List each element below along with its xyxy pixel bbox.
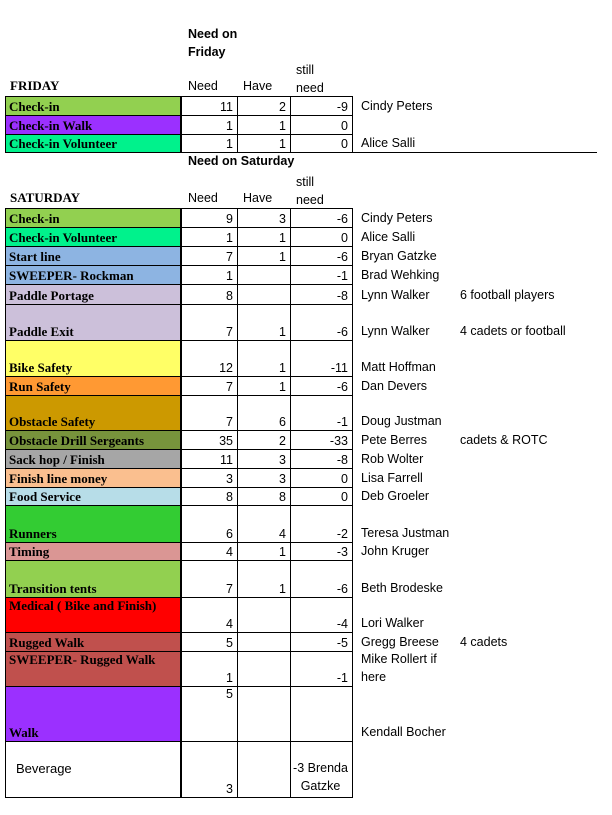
saturday-row-contact — [361, 487, 456, 505]
saturday-row-contact — [361, 686, 456, 741]
saturday-row-label — [5, 560, 181, 598]
cell-value: 7 — [226, 325, 233, 339]
saturday-row-note — [460, 284, 600, 304]
cell-value: -5 — [336, 636, 348, 650]
row-label-text: Food Service — [9, 489, 81, 504]
saturday-row-label — [5, 542, 181, 561]
saturday-row-label — [5, 395, 181, 431]
cell-value: -1 — [336, 415, 348, 429]
saturday-row-contact — [361, 560, 456, 597]
saturday-cell-still — [290, 265, 353, 285]
friday-need-header: Need on Friday — [188, 27, 238, 59]
cell-value: -11 — [330, 361, 348, 375]
saturday-cell-have — [237, 340, 291, 377]
section-divider — [5, 152, 597, 153]
row-label-text: Run Safety — [9, 379, 71, 394]
note-text: 6 football players — [460, 288, 555, 302]
row-label-text: Paddle Portage — [9, 288, 94, 303]
saturday-cell-have — [237, 560, 291, 598]
cell-value: 7 — [226, 250, 233, 264]
contact-text: Bryan Gatzke — [361, 249, 437, 263]
saturday-cell-still — [290, 376, 353, 396]
contact-text: Gregg Breese — [361, 635, 439, 649]
saturday-row-label — [5, 741, 181, 798]
row-label-text: Transition tents — [9, 581, 97, 596]
cell-value: 1 — [226, 137, 233, 151]
row-label-text: Check-in Volunteer — [9, 230, 117, 245]
cell-value: 1 — [279, 380, 286, 394]
cell-value: 0 — [341, 231, 348, 245]
contact-text: Lisa Farrell — [361, 471, 423, 485]
saturday-cell-have — [237, 395, 291, 431]
saturday-row-contact — [361, 597, 456, 632]
cell-value: -6 — [336, 380, 348, 394]
saturday-cell-have — [237, 468, 291, 488]
friday-col-have: Have — [243, 79, 273, 93]
saturday-cell-need — [181, 651, 238, 687]
saturday-row-label — [5, 487, 181, 506]
contact-text: Dan Devers — [361, 379, 427, 393]
cell-value: 3 — [279, 453, 286, 467]
cell-value: 6 — [279, 415, 286, 429]
cell-value: 2 — [279, 100, 286, 114]
saturday-row-contact — [361, 468, 456, 487]
friday-cell-need — [181, 115, 238, 135]
friday-col-need: Need — [188, 79, 218, 93]
friday-row-contact — [361, 96, 456, 115]
saturday-cell-have — [237, 487, 291, 506]
row-label-text: Sack hop / Finish — [9, 452, 105, 467]
contact-text: John Kruger — [361, 544, 430, 558]
saturday-cell-still — [290, 542, 353, 561]
saturday-cell-have — [237, 505, 291, 543]
saturday-cell-have — [237, 208, 291, 228]
cell-value: 35 — [219, 434, 233, 448]
friday-section-title: FRIDAY — [10, 78, 60, 93]
cell-value: 1 — [279, 137, 286, 151]
saturday-cell-have — [237, 686, 291, 742]
cell-value: 8 — [226, 289, 233, 303]
saturday-row-contact — [361, 208, 456, 227]
friday-row-contact — [361, 134, 456, 152]
cell-value: 3 — [226, 472, 233, 486]
saturday-cell-still — [290, 651, 353, 687]
saturday-cell-have — [237, 542, 291, 561]
saturday-row-contact — [361, 632, 456, 651]
cell-value: 1 — [226, 269, 233, 283]
contact-text: Beth Brodeske — [361, 581, 443, 595]
saturday-cell-need — [181, 376, 238, 396]
cell-value: -33 — [329, 434, 348, 448]
saturday-cell-need — [181, 487, 238, 506]
row-label-text: Paddle Exit — [9, 324, 74, 339]
cell-value: -2 — [336, 527, 348, 541]
saturday-cell-still — [290, 284, 353, 305]
cell-value: -6 — [336, 325, 348, 339]
saturday-row-label — [5, 376, 181, 396]
cell-value: 9 — [226, 212, 233, 226]
saturday-row-contact — [361, 246, 456, 265]
row-label-text: Check-in — [9, 99, 60, 114]
cell-value: 6 — [226, 527, 233, 541]
saturday-cell-still — [290, 632, 353, 652]
saturday-cell-have — [237, 246, 291, 266]
contact-text: Lynn Walker — [361, 324, 430, 338]
saturday-cell-still — [290, 560, 353, 598]
saturday-row-label — [5, 597, 181, 633]
note-text: cadets & ROTC — [460, 433, 548, 447]
saturday-row-label — [5, 449, 181, 469]
saturday-row-label — [5, 505, 181, 543]
contact-text: Cindy Peters — [361, 211, 433, 225]
saturday-cell-still — [290, 395, 353, 431]
saturday-cell-need — [181, 304, 238, 341]
friday-cell-need — [181, 134, 238, 153]
cell-value: -3 — [336, 545, 348, 559]
saturday-cell-need — [181, 340, 238, 377]
contact-text: Deb Groeler — [361, 489, 430, 503]
row-label-text: Obstacle Safety — [9, 414, 96, 429]
contact-text: Brad Wehking — [361, 268, 440, 282]
saturday-row-contact — [361, 340, 456, 376]
saturday-cell-need — [181, 227, 238, 247]
saturday-cell-still — [290, 340, 353, 377]
cell-value: -6 — [336, 582, 348, 596]
note-text: 4 cadets — [460, 635, 508, 649]
contact-text: Pete Berres — [361, 433, 428, 447]
cell-value: 7 — [226, 582, 233, 596]
cell-value: 1 — [279, 119, 286, 133]
saturday-cell-still — [290, 741, 353, 798]
saturday-row-label — [5, 430, 181, 450]
friday-cell-still — [290, 96, 353, 116]
saturday-row-contact — [361, 304, 456, 340]
saturday-cell-need — [181, 208, 238, 228]
saturday-row-label — [5, 686, 181, 742]
cell-value: -8 — [336, 453, 348, 467]
cell-value: 4 — [226, 545, 233, 559]
saturday-cell-have — [237, 449, 291, 469]
saturday-cell-still — [290, 468, 353, 488]
saturday-need-header: Need on Saturday — [188, 154, 295, 168]
contact-text: Alice Salli — [361, 230, 416, 244]
cell-value: 1 — [279, 361, 286, 375]
contact-text: Lynn Walker — [361, 288, 430, 302]
friday-cell-still — [290, 115, 353, 135]
saturday-row-label — [5, 340, 181, 377]
saturday-row-label — [5, 265, 181, 285]
saturday-row-label — [5, 632, 181, 652]
saturday-cell-still — [290, 686, 353, 742]
row-label-text: Bike Safety — [9, 360, 73, 375]
saturday-cell-still — [290, 487, 353, 506]
saturday-cell-have — [237, 651, 291, 687]
friday-row-label — [5, 134, 181, 153]
saturday-cell-still — [290, 505, 353, 543]
saturday-cell-have — [237, 376, 291, 396]
cell-value: 1 — [226, 119, 233, 133]
saturday-row-contact — [361, 651, 456, 686]
contact-text: Doug Justman — [361, 414, 442, 428]
saturday-cell-still — [290, 430, 353, 450]
cell-value: 4 — [226, 617, 233, 631]
cell-value: 12 — [219, 361, 233, 375]
cell-value: 1 — [226, 231, 233, 245]
cell-value: -3 Brenda Gatzke — [293, 761, 348, 793]
saturday-row-label — [5, 304, 181, 341]
cell-value: 11 — [220, 100, 233, 114]
cell-value: 4 — [279, 527, 286, 541]
saturday-cell-need — [181, 265, 238, 285]
cell-value: -8 — [336, 289, 348, 303]
cell-value: 1 — [226, 671, 233, 685]
saturday-cell-need — [181, 597, 238, 633]
saturday-row-label — [5, 284, 181, 305]
saturday-row-note — [460, 430, 600, 449]
saturday-cell-need — [181, 395, 238, 431]
saturday-cell-still — [290, 597, 353, 633]
cell-value: 3 — [279, 472, 286, 486]
saturday-cell-need — [181, 284, 238, 305]
saturday-cell-have — [237, 632, 291, 652]
saturday-row-label — [5, 468, 181, 488]
cell-value: 7 — [226, 380, 233, 394]
row-label-text: Walk — [9, 725, 39, 740]
contact-text: Alice Salli — [361, 136, 416, 150]
contact-text: Matt Hoffman — [361, 360, 436, 374]
contact-text: Cindy Peters — [361, 99, 433, 113]
saturday-row-contact — [361, 449, 456, 468]
saturday-row-label — [5, 246, 181, 266]
cell-value: -6 — [336, 212, 348, 226]
contact-text: Lori Walker — [361, 616, 424, 630]
row-label-text: Check-in Walk — [9, 118, 93, 133]
saturday-cell-need — [181, 246, 238, 266]
saturday-cell-have — [237, 284, 291, 305]
saturday-cell-have — [237, 597, 291, 633]
cell-value: 0 — [341, 472, 348, 486]
saturday-cell-still — [290, 449, 353, 469]
saturday-cell-need — [181, 741, 238, 798]
row-label-text: Beverage — [16, 761, 72, 776]
cell-value: -4 — [336, 617, 348, 631]
saturday-cell-still — [290, 304, 353, 341]
row-label-text: Medical ( Bike and Finish) — [9, 598, 157, 613]
friday-row-label — [5, 96, 181, 116]
friday-cell-need — [181, 96, 238, 116]
saturday-col-still: still need — [296, 175, 324, 207]
friday-cell-have — [237, 96, 291, 116]
saturday-row-contact — [361, 430, 456, 449]
saturday-row-contact — [361, 505, 456, 542]
row-label-text: Check-in Volunteer — [9, 136, 117, 151]
row-label-text: Check-in — [9, 211, 60, 226]
cell-value: 8 — [279, 490, 286, 504]
saturday-cell-still — [290, 246, 353, 266]
contact-text: Teresa Justman — [361, 526, 450, 540]
saturday-row-contact — [361, 376, 456, 395]
saturday-cell-have — [237, 430, 291, 450]
saturday-col-need: Need — [188, 191, 218, 205]
saturday-cell-have — [237, 227, 291, 247]
saturday-cell-need — [181, 542, 238, 561]
saturday-cell-need — [181, 468, 238, 488]
cell-value: -1 — [336, 269, 348, 283]
row-label-text: Obstacle Drill Sergeants — [9, 433, 145, 448]
saturday-cell-need — [181, 505, 238, 543]
saturday-row-contact — [361, 284, 456, 304]
saturday-cell-need — [181, 449, 238, 469]
saturday-cell-need — [181, 686, 238, 742]
friday-row-label — [5, 115, 181, 135]
saturday-row-label — [5, 227, 181, 247]
row-label-text: SWEEPER- Rockman — [9, 268, 134, 283]
note-text: 4 cadets or football — [460, 324, 566, 338]
cell-value: 1 — [279, 325, 286, 339]
row-label-text: Timing — [9, 544, 50, 559]
saturday-row-note — [460, 304, 600, 340]
cell-value: 1 — [279, 545, 286, 559]
cell-value: 7 — [226, 415, 233, 429]
cell-value: 1 — [279, 582, 286, 596]
saturday-cell-still — [290, 227, 353, 247]
saturday-cell-need — [181, 560, 238, 598]
cell-value: 3 — [279, 212, 286, 226]
saturday-row-label — [5, 651, 181, 687]
cell-value: 5 — [226, 687, 233, 701]
row-label-text: Finish line money — [9, 471, 108, 486]
saturday-cell-still — [290, 208, 353, 228]
contact-text: Rob Wolter — [361, 452, 424, 466]
saturday-cell-have — [237, 741, 291, 798]
cell-value: 0 — [341, 490, 348, 504]
saturday-cell-have — [237, 265, 291, 285]
cell-value: 1 — [279, 231, 286, 245]
cell-value: 11 — [220, 453, 233, 467]
friday-cell-have — [237, 115, 291, 135]
row-label-text: Rugged Walk — [9, 635, 85, 650]
saturday-cell-need — [181, 430, 238, 450]
saturday-col-have: Have — [243, 191, 273, 205]
row-label-text: SWEEPER- Rugged Walk — [9, 652, 156, 667]
cell-value: -6 — [336, 250, 348, 264]
saturday-row-contact — [361, 227, 456, 246]
saturday-section-title: SATURDAY — [10, 190, 81, 205]
cell-value: 2 — [279, 434, 286, 448]
contact-text: Mike Rollert if here — [361, 652, 437, 684]
saturday-row-contact — [361, 542, 456, 560]
row-label-text: Runners — [9, 526, 57, 541]
saturday-cell-need — [181, 632, 238, 652]
saturday-row-contact — [361, 265, 456, 284]
cell-value: 5 — [226, 636, 233, 650]
friday-cell-still — [290, 134, 353, 153]
contact-text: Kendall Bocher — [361, 725, 446, 739]
saturday-row-contact — [361, 395, 456, 430]
saturday-row-note — [460, 632, 600, 651]
cell-value: 0 — [341, 119, 348, 133]
cell-value: 1 — [279, 250, 286, 264]
cell-value: -1 — [336, 671, 348, 685]
friday-col-still: still need — [296, 63, 324, 95]
cell-value: -9 — [336, 100, 348, 114]
saturday-row-label — [5, 208, 181, 228]
saturday-cell-have — [237, 304, 291, 341]
cell-value: 3 — [226, 782, 233, 796]
cell-value: 0 — [341, 137, 348, 151]
friday-cell-have — [237, 134, 291, 153]
row-label-text: Start line — [9, 249, 61, 264]
cell-value: 8 — [226, 490, 233, 504]
